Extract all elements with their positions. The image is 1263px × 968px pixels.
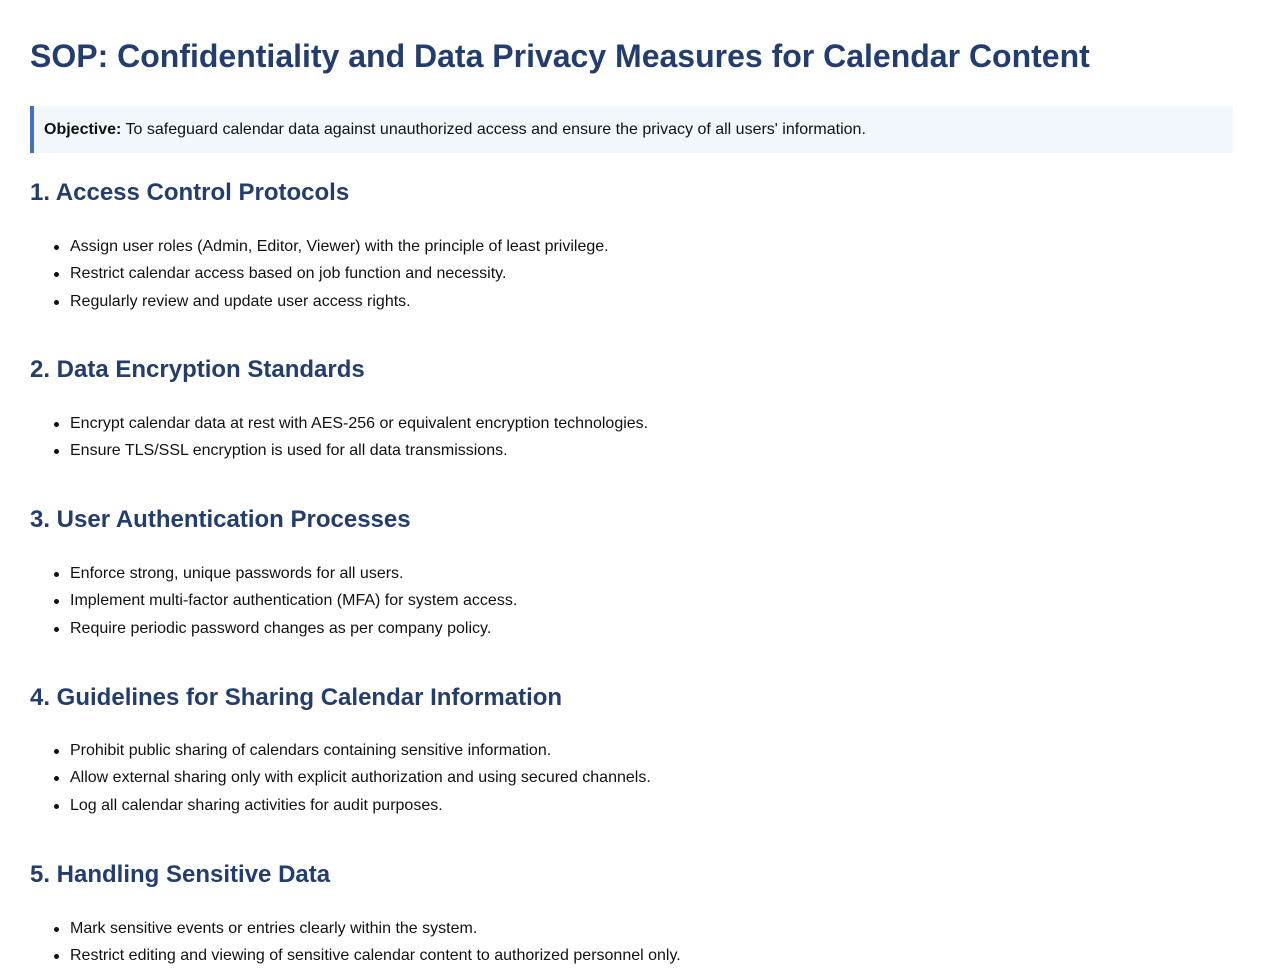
list-item: Allow external sharing only with explicit authorization and using secured channels. <box>70 764 651 791</box>
page-title: SOP: Confidentiality and Data Privacy Measures for Calendar Content <box>30 38 1090 74</box>
objective-text: To safeguard calendar data against unauthorized access and ensure the privacy of all users' information. <box>121 121 866 138</box>
section-heading-data-encryption: 2. Data Encryption Standards <box>30 356 365 383</box>
section-list-access-control <box>70 233 609 315</box>
section-list-sensitive-data <box>70 915 681 968</box>
list-item: Prohibit public sharing of calendars containing sensitive information. <box>70 737 651 764</box>
list-item: Mark sensitive events or entries clearly within the system. <box>70 915 681 942</box>
section-heading-access-control: 1. Access Control Protocols <box>30 179 350 206</box>
objective-label: Objective: <box>44 121 122 138</box>
section-heading-user-authentication: 3. User Authentication Processes <box>30 506 411 533</box>
list-item: Enforce strong, unique passwords for all users. <box>70 560 517 587</box>
list-item: Encrypt calendar data at rest with AES-256 or equivalent encryption technologies. <box>70 410 648 437</box>
section-heading-sensitive-data: 5. Handling Sensitive Data <box>30 861 331 888</box>
objective-box <box>30 106 1233 153</box>
list-item: Restrict editing and viewing of sensitive calendar content to authorized personnel only. <box>70 942 681 968</box>
list-item: Ensure TLS/SSL encryption is used for all data transmissions. <box>70 437 648 464</box>
list-item: Regularly review and update user access rights. <box>70 288 609 315</box>
list-item: Implement multi-factor authentication (MFA) for system access. <box>70 587 517 614</box>
list-item: Log all calendar sharing activities for audit purposes. <box>70 792 651 819</box>
section-list-sharing-guidelines <box>70 737 651 819</box>
list-item: Assign user roles (Admin, Editor, Viewer) with the principle of least privilege. <box>70 233 609 260</box>
section-heading-sharing-guidelines: 4. Guidelines for Sharing Calendar Information <box>30 684 563 711</box>
list-item: Require periodic password changes as per company policy. <box>70 615 517 642</box>
list-item: Restrict calendar access based on job function and necessity. <box>70 260 609 287</box>
section-list-data-encryption <box>70 410 648 465</box>
section-list-user-authentication <box>70 560 517 642</box>
